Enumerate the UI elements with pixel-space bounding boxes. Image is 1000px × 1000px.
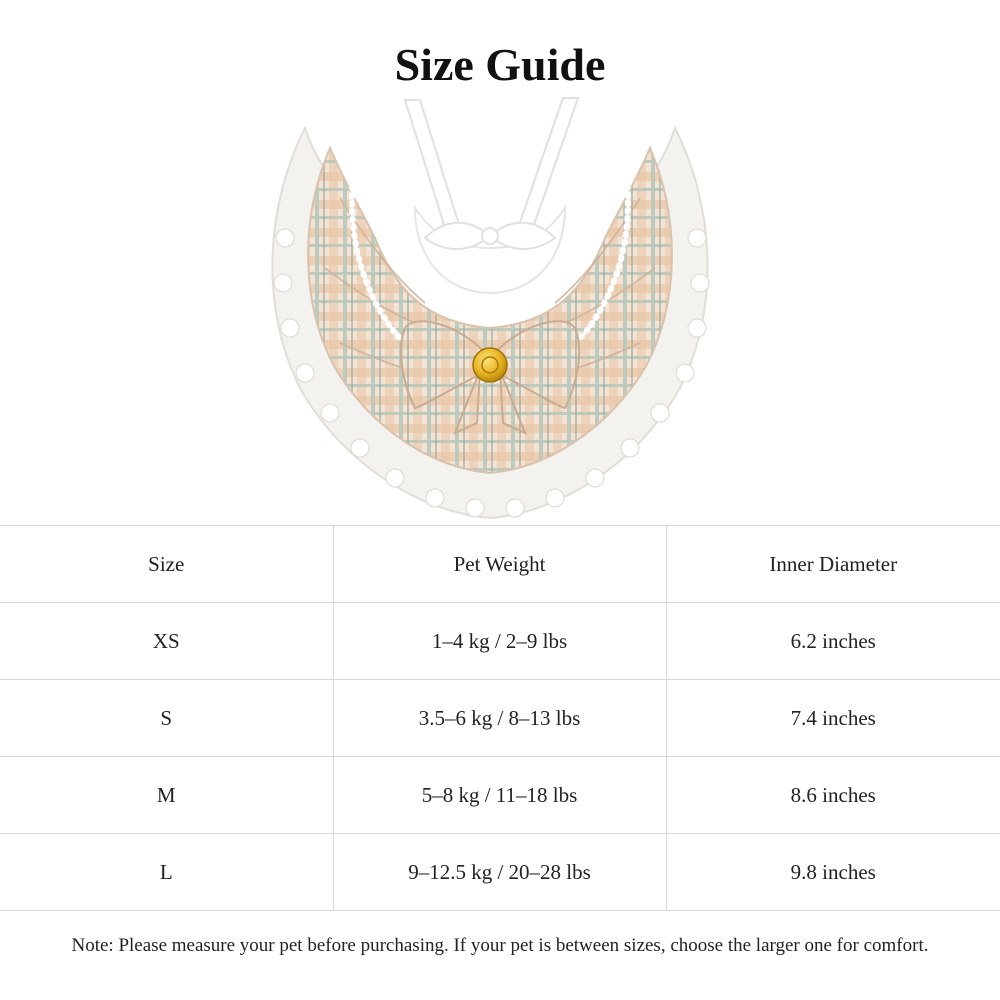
cell-inner-diameter: 8.6 inches	[666, 757, 1000, 834]
cell-inner-diameter: 9.8 inches	[666, 834, 1000, 911]
table-row	[0, 603, 1000, 680]
cell-inner-diameter: 6.2 inches	[666, 603, 1000, 680]
cell-size: XS	[0, 603, 333, 680]
cell-pet-weight: 1–4 kg / 2–9 lbs	[333, 603, 666, 680]
cell-size: M	[0, 757, 333, 834]
table-row	[0, 757, 1000, 834]
gold-button	[473, 348, 507, 382]
page-title: Size Guide	[394, 39, 606, 90]
cell-inner-diameter: 7.4 inches	[666, 680, 1000, 757]
header-inner-diameter: Inner Diameter	[666, 526, 1000, 603]
header-size: Size	[0, 526, 333, 603]
table-header-row	[0, 526, 1000, 603]
table-row	[0, 680, 1000, 757]
sizing-note: Note: Please measure your pet before purchasing. If your pet is between sizes, choose the larger one for comfort.	[71, 935, 929, 956]
table-row	[0, 834, 1000, 911]
cell-pet-weight: 3.5–6 kg / 8–13 lbs	[333, 680, 666, 757]
size-chart-table	[0, 525, 1000, 911]
cell-pet-weight: 5–8 kg / 11–18 lbs	[333, 757, 666, 834]
header-pet-weight: Pet Weight	[333, 526, 666, 603]
cell-size: L	[0, 834, 333, 911]
cell-pet-weight: 9–12.5 kg / 20–28 lbs	[333, 834, 666, 911]
cell-size: S	[0, 680, 333, 757]
pet-lace-bib-collar-image	[245, 88, 735, 526]
